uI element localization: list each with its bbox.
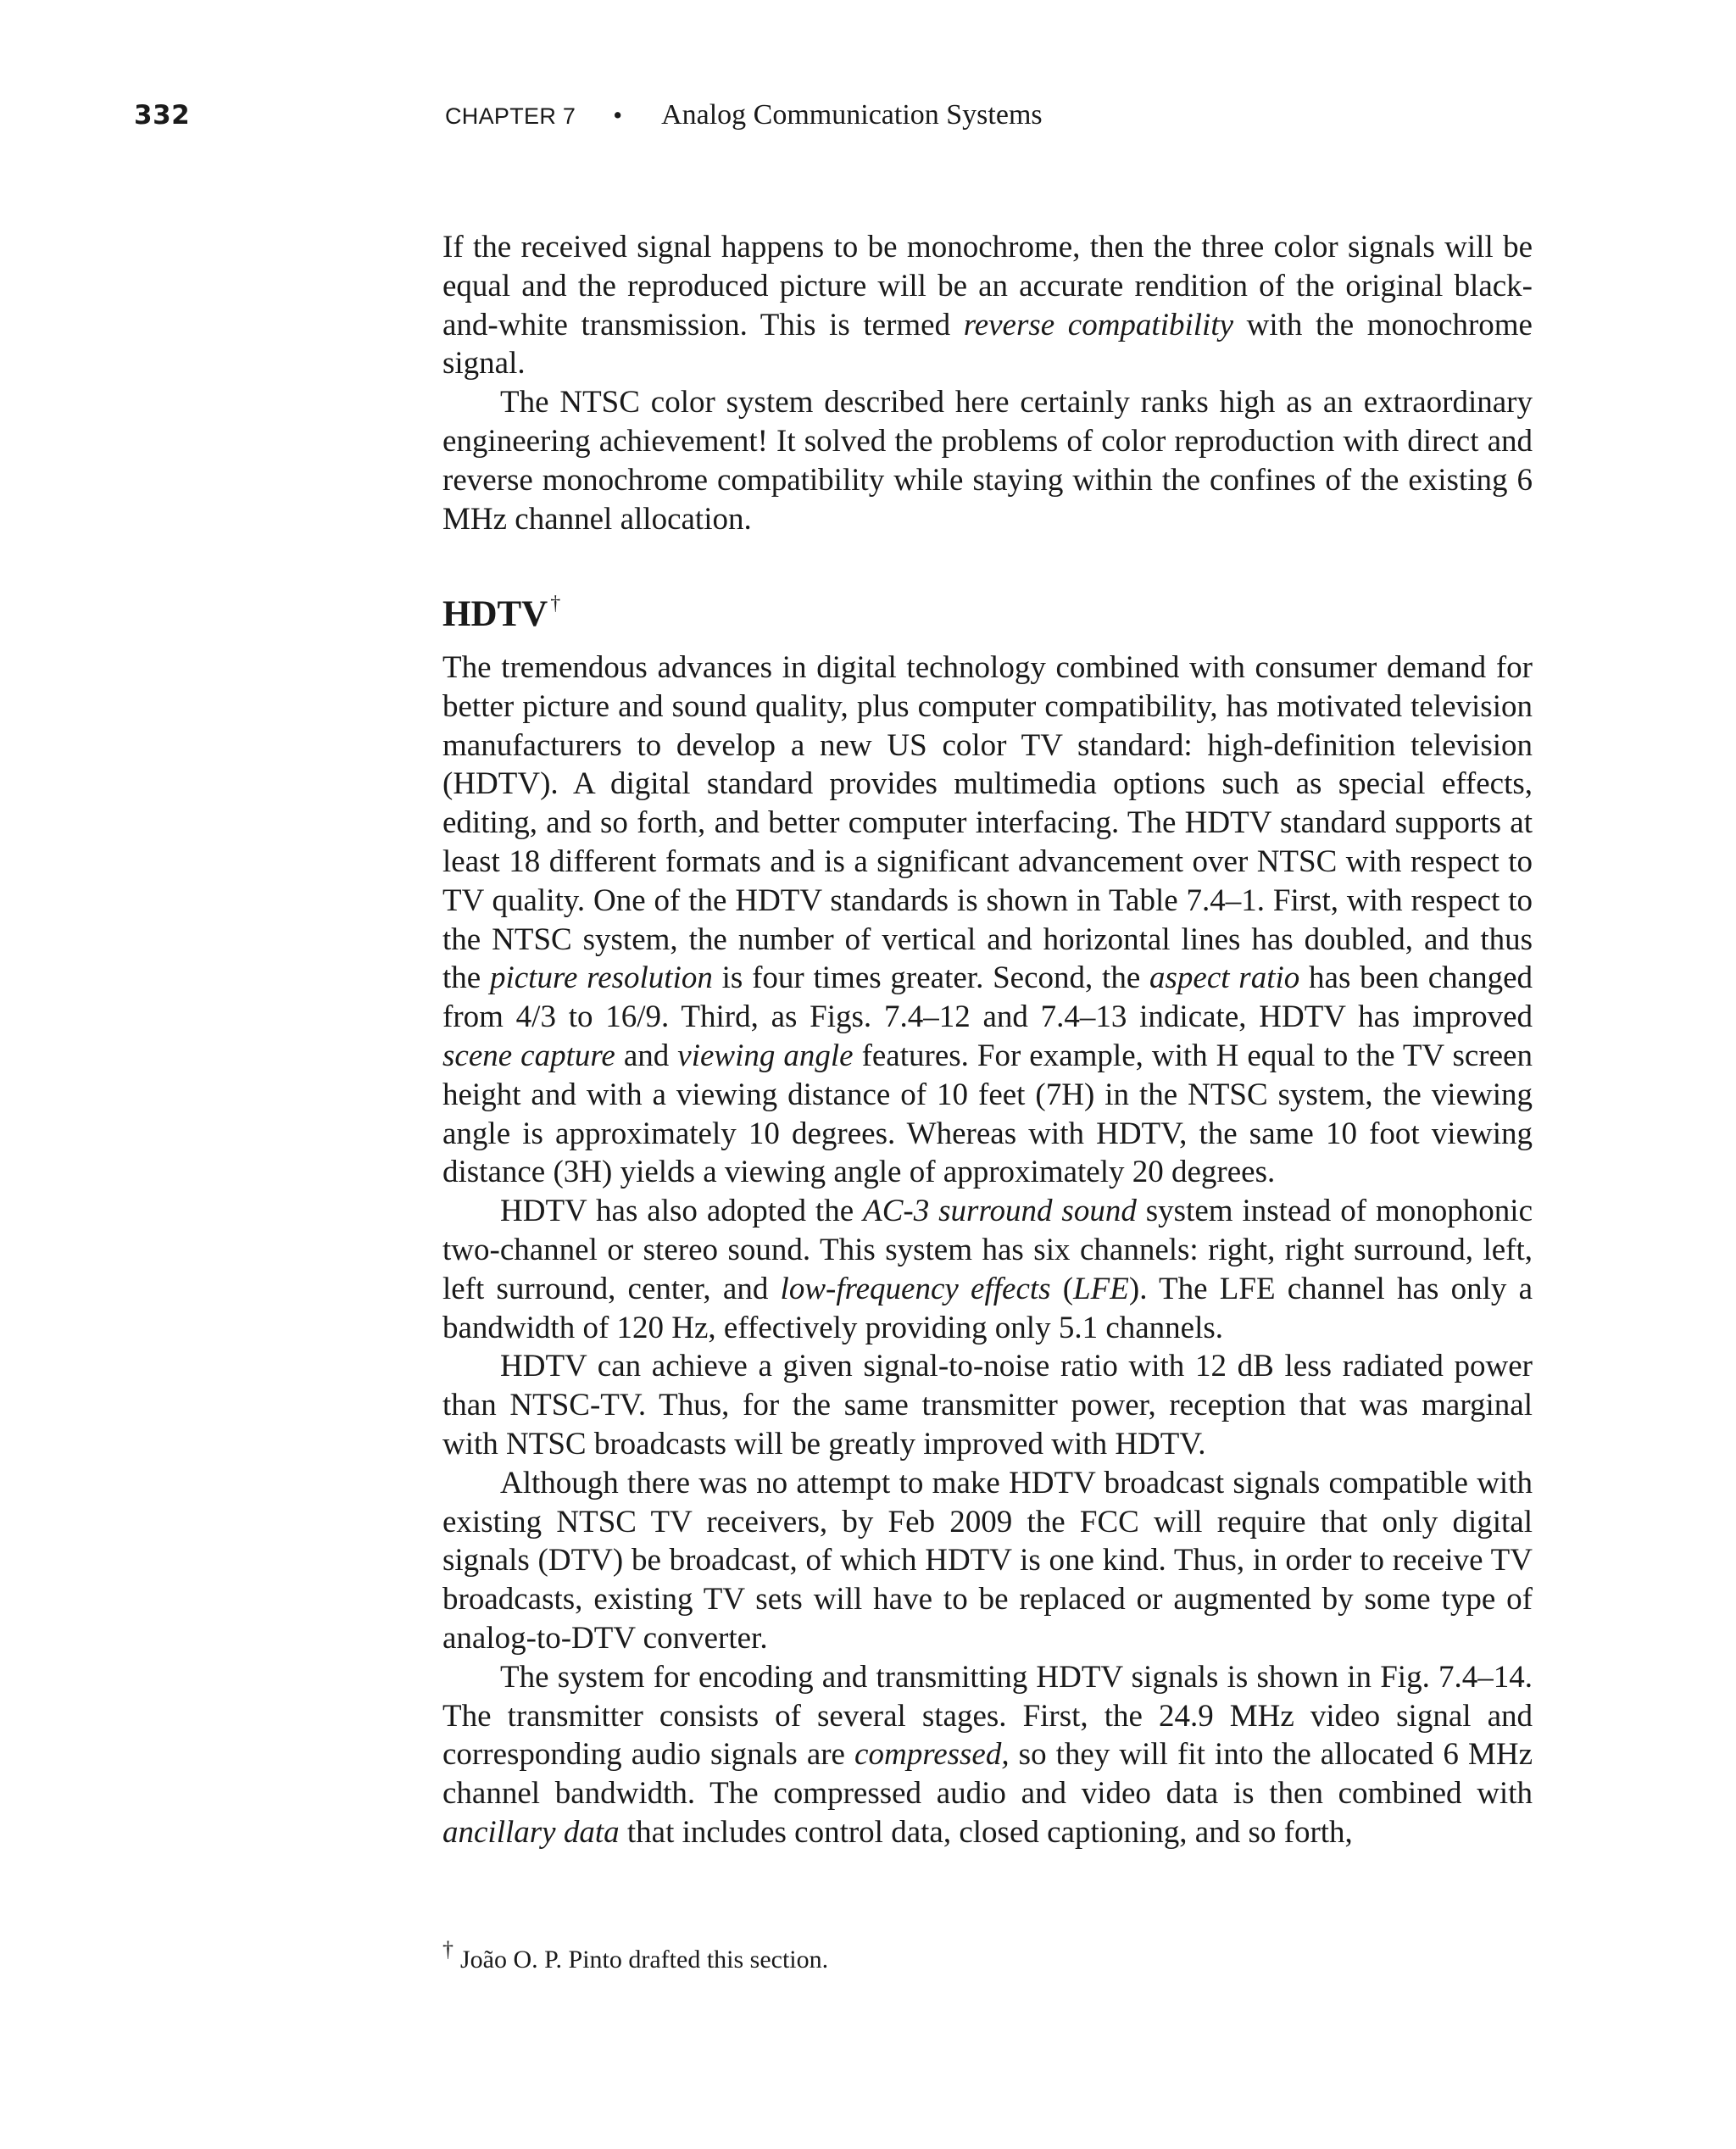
text-run: has been changed from 4/3 to 16/9. Third, as Figs. 7.4–12 and 7.4–13 indicate, HDTV has improved bbox=[442, 960, 1533, 1035]
footnote-reference: † bbox=[550, 592, 561, 615]
body-paragraph-5 bbox=[442, 1658, 1533, 1852]
emphasis: aspect ratio bbox=[1149, 960, 1300, 996]
text-run: so they will fit into the allocated 6 MHz channel bandwidth. The compressed audio and video data is then combined with bbox=[442, 1737, 1533, 1812]
body-paragraph-2 bbox=[442, 1192, 1533, 1347]
text-run: The tremendous advances in digital technology combined with consumer demand for better picture and sound quality, plus computer compatibility, has motivated television manufacturers to develop a new US color TV standard: high-definition television (HDTV). A digital standard provides multimedia options such as special effects, editing, and so forth, and better computer interfacing. The HDTV standard supports at least 18 different formats and is a significant advancement over NTSC with respect to TV quality. One of the HDTV standards is shown in Table 7.4–1. First, with respect to the NTSC system, the number of vertical and horizontal lines has doubled, and thus the bbox=[442, 650, 1533, 996]
chapter-label: CHAPTER 7 bbox=[445, 103, 576, 129]
emphasis: low-frequency effects bbox=[780, 1271, 1051, 1306]
text-run: If the received signal happens to be monochrome, then the three color signals will be equal and the reproduced picture will be an accurate rendition of the original black-and-white transmission. This is termed bbox=[442, 230, 1533, 342]
text-run: The system for encoding and transmitting HDTV signals is shown in Fig. 7.4–14. The transmitter consists of several stages. First, the 24.9 MHz video signal and corresponding audio signals are bbox=[442, 1659, 1533, 1773]
section-title: HDTV bbox=[442, 594, 548, 634]
text-run: features. For example, with H equal to the TV screen height and with a viewing distance of 10 feet (7H) in the NTSC system, the viewing angle is approximately 10 degrees. Whereas with HDTV, the same 10 foot viewing distance (3H) yields a viewing angle of approximately 20 degrees. bbox=[442, 1038, 1533, 1190]
text-run: that includes control data, closed captioning, and so forth, bbox=[619, 1814, 1353, 1850]
text-run: with the monochrome signal. bbox=[442, 307, 1533, 381]
emphasis: picture resolution bbox=[489, 960, 713, 996]
chapter-title: Analog Communication Systems bbox=[661, 99, 1043, 131]
emphasis: scene capture bbox=[442, 1038, 615, 1073]
section-heading bbox=[442, 593, 560, 635]
page-number: 332 bbox=[134, 100, 191, 131]
emphasis: ancillary data bbox=[442, 1814, 620, 1850]
running-head bbox=[445, 99, 1043, 131]
emphasis: compressed, bbox=[854, 1737, 1010, 1773]
section-body bbox=[442, 649, 1533, 1852]
emphasis: viewing angle bbox=[677, 1038, 854, 1073]
intro-paragraph-1 bbox=[442, 228, 1533, 383]
emphasis: LFE bbox=[1073, 1271, 1129, 1306]
text-run: ). The LFE channel has only a bandwidth of 120 Hz, effectively providing only 5.1 channels. bbox=[442, 1271, 1533, 1345]
body-paragraph-3: HDTV can achieve a given signal-to-noise ratio with 12 dB less radiated power than NTSC-TV. Thus, for the same transmitter power, reception that was marginal with NTSC broadcasts will be greatly improved with HDTV. bbox=[442, 1349, 1533, 1461]
footnote-mark: † bbox=[442, 1937, 453, 1962]
footnote bbox=[442, 1939, 828, 1974]
text-run: HDTV has also adopted the bbox=[500, 1194, 864, 1229]
emphasis: reverse compatibility bbox=[963, 307, 1234, 342]
text-run: and bbox=[615, 1038, 678, 1073]
footnote-text: João O. P. Pinto drafted this section. bbox=[460, 1946, 829, 1974]
text-run: is four times greater. Second, the bbox=[712, 960, 1150, 996]
text-run: ( bbox=[1050, 1271, 1074, 1306]
intro-text bbox=[442, 228, 1533, 538]
header-separator: • bbox=[613, 100, 623, 130]
intro-paragraph-2: The NTSC color system described here certainly ranks high as an extraordinary engineering achievement! It solved the problems of color reproduction with direct and reverse monochrome compatibility while staying within the confines of the existing 6 MHz channel allocation. bbox=[442, 385, 1533, 537]
emphasis: AC-3 surround sound bbox=[863, 1194, 1137, 1229]
body-paragraph-1 bbox=[442, 649, 1533, 1192]
text-run: system instead of monophonic two-channel or stereo sound. This system has six channels: right, right surround, left, left surround, center, and bbox=[442, 1194, 1533, 1306]
body-paragraph-4: Although there was no attempt to make HDTV broadcast signals compatible with existing NTSC TV receivers, by Feb 2009 the FCC will require that only digital signals (DTV) be broadcast, of which HDTV is one kind. Thus, in order to receive TV broadcasts, existing TV sets will have to be replaced or augmented by some type of analog-to-DTV converter. bbox=[442, 1465, 1533, 1656]
